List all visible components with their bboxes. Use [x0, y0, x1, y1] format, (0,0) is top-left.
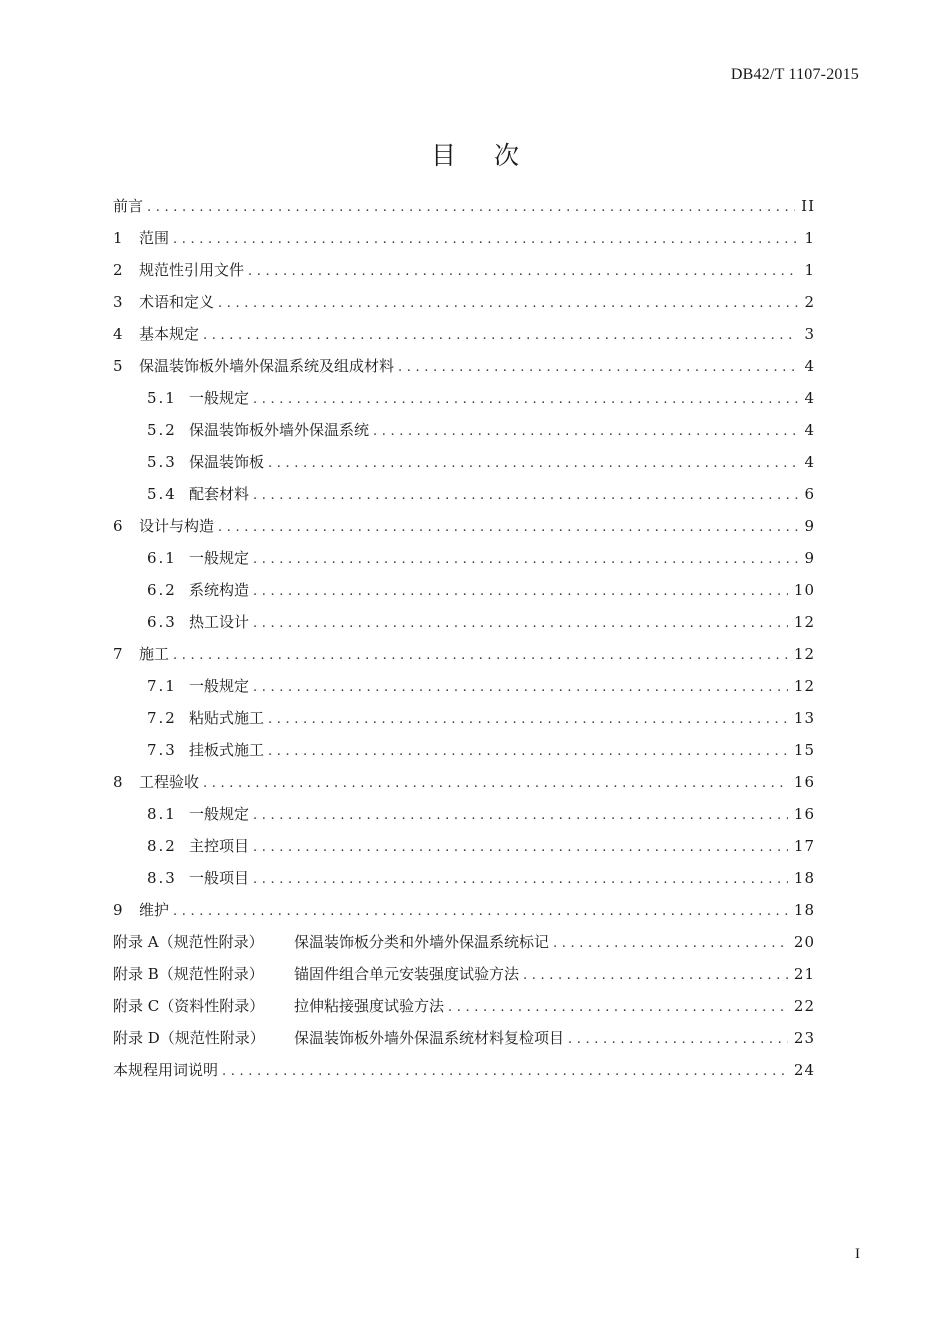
- toc-entry-label: 系统构造: [189, 581, 250, 599]
- toc-dot-leader: [203, 768, 788, 800]
- toc-entry-number: 5.1: [147, 389, 177, 407]
- toc-entry-label: 保温装饰板外墙外保温系统材料复检项目: [294, 1029, 565, 1047]
- toc-entry[interactable]: [113, 510, 815, 542]
- toc-dot-leader: [248, 256, 798, 288]
- toc-dot-leader: [218, 512, 798, 544]
- toc-entry[interactable]: [113, 190, 815, 222]
- toc-dot-leader: [147, 192, 795, 224]
- toc-entry-label: 本规程用词说明: [113, 1061, 219, 1079]
- toc-entry[interactable]: [113, 478, 815, 510]
- toc-entry-page: 20: [793, 933, 815, 951]
- page-title: 目次: [430, 141, 557, 170]
- toc-entry-page: 15: [793, 741, 815, 759]
- toc-entry-page: 9: [804, 517, 815, 535]
- toc-dot-leader: [253, 672, 788, 704]
- toc-entry-page: 13: [793, 709, 815, 727]
- toc-entry[interactable]: [113, 1054, 815, 1086]
- toc-entry-page: 23: [793, 1029, 815, 1047]
- toc-entry-label: 设计与构造: [139, 517, 215, 535]
- toc-entry-number: 5.3: [147, 453, 177, 471]
- toc-entry-number: 8.3: [147, 869, 177, 887]
- toc-entry[interactable]: [113, 798, 815, 830]
- toc-entry[interactable]: [113, 1022, 815, 1054]
- toc-entry-label: 一般规定: [189, 549, 250, 567]
- toc-entry-label: 保温装饰板分类和外墙外保温系统标记: [294, 933, 550, 951]
- toc-entry-number: 7.1: [147, 677, 177, 695]
- toc-dot-leader: [398, 352, 798, 384]
- document-code: DB42/T 1107-2015: [730, 66, 859, 83]
- toc-entry-page: 22: [793, 997, 815, 1015]
- toc-dot-leader: [253, 608, 788, 640]
- toc-entry[interactable]: [113, 446, 815, 478]
- toc-entry[interactable]: [113, 638, 815, 670]
- toc-entry[interactable]: [113, 222, 815, 254]
- toc-entry-number: 5.2: [147, 421, 177, 439]
- toc-dot-leader: [253, 480, 798, 512]
- toc-entry-label: 粘贴式施工: [189, 709, 265, 727]
- toc-entry-label: 施工: [139, 645, 170, 663]
- toc-entry-label: 保温装饰板: [189, 453, 265, 471]
- toc-entry-label: 维护: [139, 901, 170, 919]
- toc-entry-page: 10: [793, 581, 815, 599]
- toc-entry-page: 1: [804, 261, 815, 279]
- toc-entry[interactable]: [113, 382, 815, 414]
- table-of-contents: [113, 190, 815, 1086]
- toc-entry-label: 热工设计: [189, 613, 250, 631]
- toc-entry-number: 8: [113, 773, 123, 791]
- toc-entry-number: 8.2: [147, 837, 177, 855]
- toc-entry[interactable]: [113, 990, 815, 1022]
- toc-entry-number: 5: [113, 357, 123, 375]
- toc-dot-leader: [373, 416, 798, 448]
- toc-entry-label: 配套材料: [189, 485, 250, 503]
- toc-entry[interactable]: [113, 830, 815, 862]
- toc-entry[interactable]: [113, 702, 815, 734]
- toc-annex-prefix: 附录 C（资料性附录）: [113, 997, 265, 1015]
- toc-entry-label: 范围: [139, 229, 170, 247]
- toc-dot-leader: [173, 640, 788, 672]
- toc-dot-leader: [268, 448, 798, 480]
- toc-dot-leader: [253, 576, 788, 608]
- toc-entry[interactable]: [113, 254, 815, 286]
- toc-entry-page: 24: [793, 1061, 815, 1079]
- toc-dot-leader: [253, 800, 788, 832]
- toc-entry-number: 4: [113, 325, 123, 343]
- toc-entry-number: 5.4: [147, 485, 177, 503]
- toc-entry-label: 一般规定: [189, 805, 250, 823]
- toc-dot-leader: [253, 384, 798, 416]
- toc-entry-label: 术语和定义: [139, 293, 215, 311]
- toc-entry-label: 基本规定: [139, 325, 200, 343]
- toc-annex-prefix: 附录 B（规范性附录）: [113, 965, 264, 983]
- toc-entry[interactable]: [113, 414, 815, 446]
- toc-entry[interactable]: [113, 894, 815, 926]
- page-number: I: [855, 1246, 860, 1262]
- toc-entry[interactable]: [113, 926, 815, 958]
- toc-entry-page: 16: [793, 805, 815, 823]
- toc-entry[interactable]: [113, 766, 815, 798]
- toc-entry-page: 4: [804, 453, 815, 471]
- toc-entry-label: 挂板式施工: [189, 741, 265, 759]
- toc-entry-number: 6.3: [147, 613, 177, 631]
- toc-entry-page: 4: [804, 421, 815, 439]
- toc-entry-number: 7.2: [147, 709, 177, 727]
- toc-entry-page: 12: [793, 645, 815, 663]
- toc-dot-leader: [253, 832, 788, 864]
- toc-entry-number: 3: [113, 293, 123, 311]
- toc-entry-label: 一般规定: [189, 677, 250, 695]
- toc-entry-label: 保温装饰板外墙外保温系统: [189, 421, 370, 439]
- toc-entry[interactable]: [113, 606, 815, 638]
- toc-entry-number: 1: [113, 229, 123, 247]
- toc-dot-leader: [523, 960, 788, 992]
- toc-entry-number: 7: [113, 645, 123, 663]
- toc-entry-page: 4: [804, 389, 815, 407]
- toc-entry-label: 一般项目: [189, 869, 250, 887]
- toc-dot-leader: [173, 224, 798, 256]
- toc-entry-page: 2: [804, 293, 815, 311]
- toc-dot-leader: [568, 1024, 788, 1056]
- toc-dot-leader: [173, 896, 788, 928]
- toc-entry-label: 一般规定: [189, 389, 250, 407]
- toc-entry-page: 12: [793, 677, 815, 695]
- toc-dot-leader: [268, 736, 788, 768]
- toc-entry[interactable]: [113, 734, 815, 766]
- toc-entry-page: 17: [793, 837, 815, 855]
- toc-entry[interactable]: [113, 350, 815, 382]
- toc-dot-leader: [253, 864, 788, 896]
- toc-dot-leader: [253, 544, 798, 576]
- toc-entry[interactable]: [113, 958, 815, 990]
- toc-entry-number: 6.2: [147, 581, 177, 599]
- toc-entry-label: 保温装饰板外墙外保温系统及组成材料: [139, 357, 395, 375]
- toc-entry-label: 前言: [113, 197, 144, 215]
- toc-entry[interactable]: [113, 318, 815, 350]
- toc-entry-page: II: [801, 197, 815, 215]
- toc-entry[interactable]: [113, 542, 815, 574]
- toc-entry-label: 拉伸粘接强度试验方法: [294, 997, 445, 1015]
- toc-entry-page: 21: [793, 965, 815, 983]
- toc-entry-page: 18: [793, 869, 815, 887]
- toc-entry[interactable]: [113, 670, 815, 702]
- toc-entry-page: 18: [793, 901, 815, 919]
- toc-entry[interactable]: [113, 286, 815, 318]
- toc-dot-leader: [268, 704, 788, 736]
- toc-entry-label: 主控项目: [189, 837, 250, 855]
- toc-entry-page: 4: [804, 357, 815, 375]
- toc-entry-number: 2: [113, 261, 123, 279]
- toc-entry-page: 1: [804, 229, 815, 247]
- toc-annex-prefix: 附录 A（规范性附录）: [113, 933, 264, 951]
- toc-dot-leader: [553, 928, 788, 960]
- toc-entry[interactable]: [113, 574, 815, 606]
- toc-entry-page: 3: [804, 325, 815, 343]
- toc-dot-leader: [222, 1056, 788, 1088]
- toc-dot-leader: [218, 288, 798, 320]
- toc-entry[interactable]: [113, 862, 815, 894]
- toc-entry-number: 6: [113, 517, 123, 535]
- toc-entry-page: 6: [804, 485, 815, 503]
- toc-entry-label: 锚固件组合单元安装强度试验方法: [294, 965, 520, 983]
- toc-entry-page: 12: [793, 613, 815, 631]
- toc-entry-page: 9: [804, 549, 815, 567]
- toc-dot-leader: [448, 992, 788, 1024]
- toc-entry-page: 16: [793, 773, 815, 791]
- toc-entry-label: 工程验收: [139, 773, 200, 791]
- toc-entry-number: 8.1: [147, 805, 177, 823]
- toc-dot-leader: [203, 320, 798, 352]
- toc-entry-number: 7.3: [147, 741, 177, 759]
- toc-annex-prefix: 附录 D（规范性附录）: [113, 1029, 265, 1047]
- toc-entry-label: 规范性引用文件: [139, 261, 245, 279]
- toc-entry-number: 6.1: [147, 549, 177, 567]
- toc-entry-number: 9: [113, 901, 123, 919]
